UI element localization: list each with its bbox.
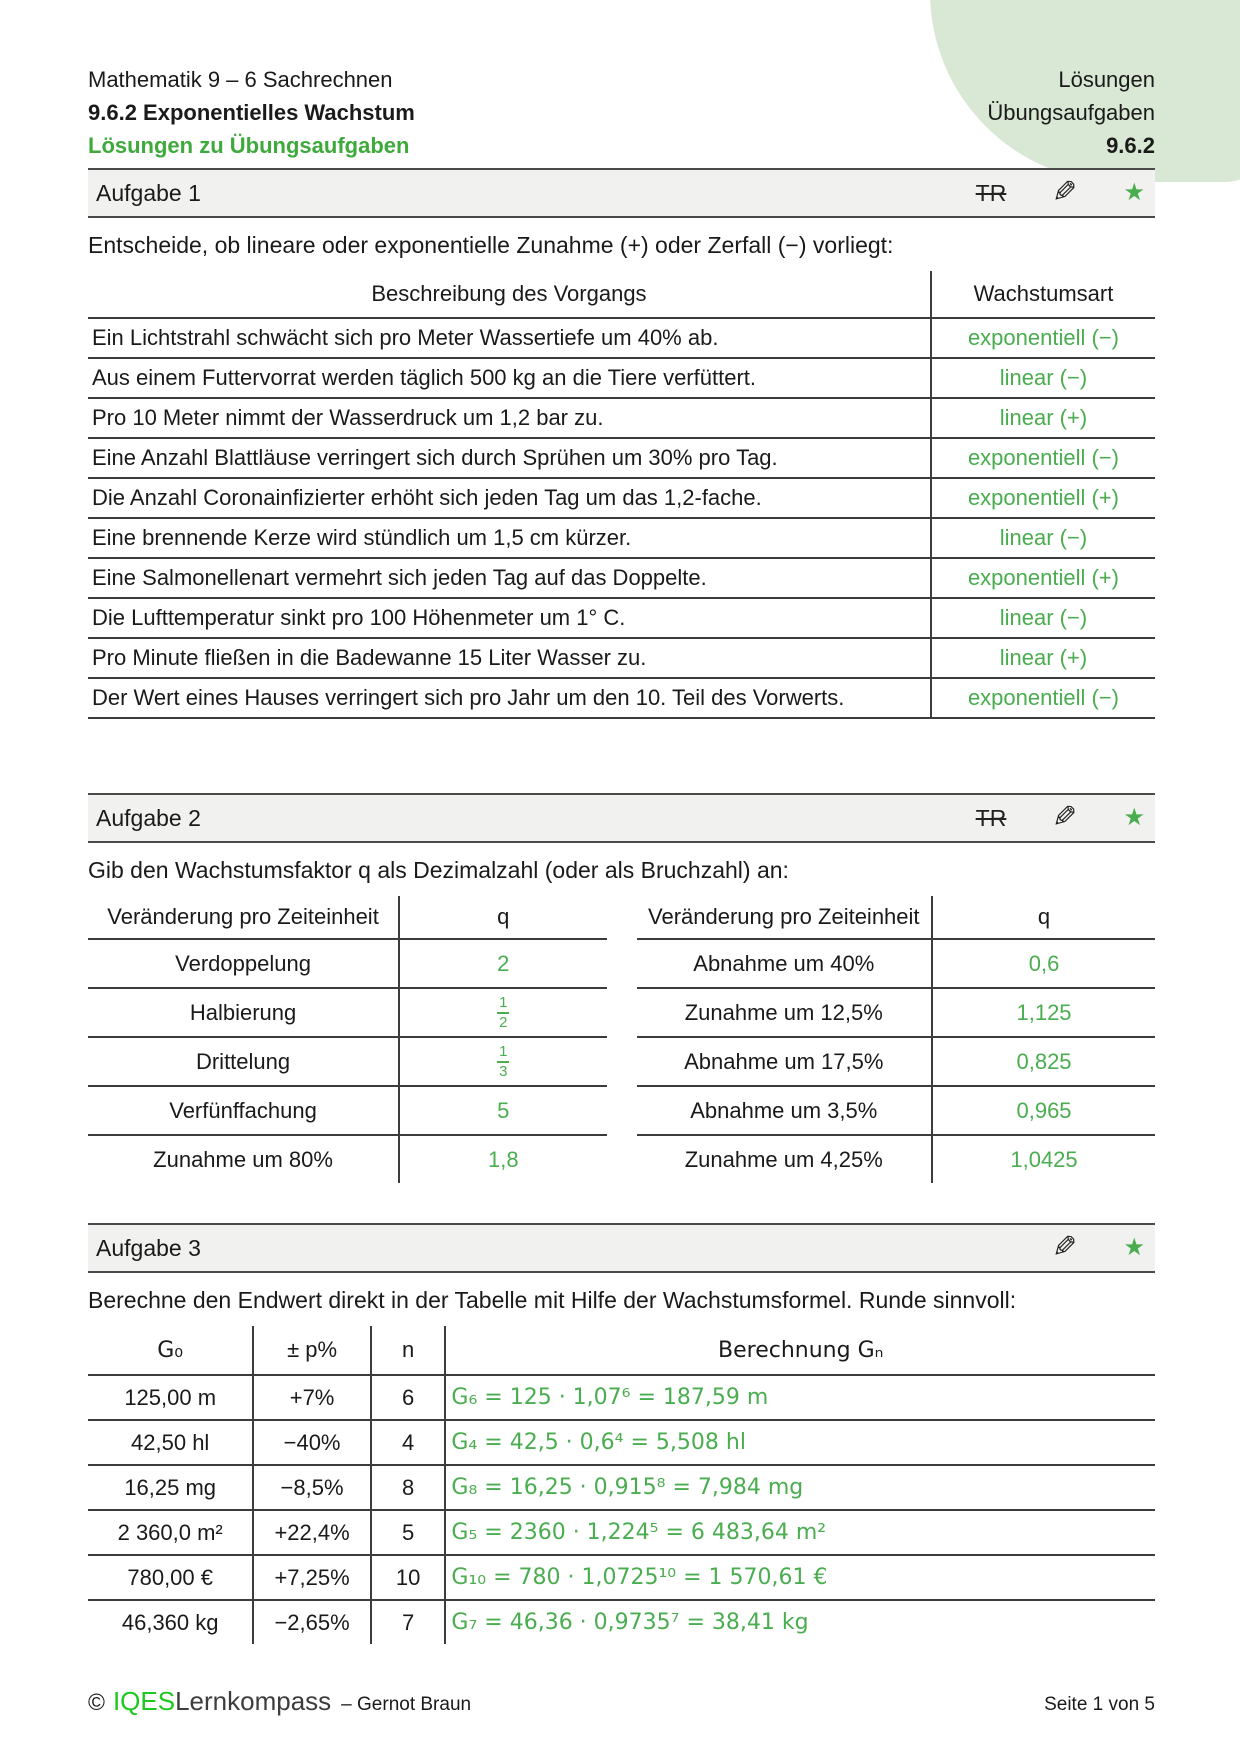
description-cell: Pro 10 Meter nimmt der Wasserdruck um 1,2 bar zu.	[88, 398, 931, 438]
fraction-value	[497, 994, 509, 1031]
table-row	[88, 1465, 1155, 1510]
n-cell: 8	[371, 1465, 446, 1510]
table-row	[88, 558, 1155, 598]
difficulty-star-icon: ★	[1123, 804, 1145, 831]
task1-instruction: Entscheide, ob lineare oder exponentielle Zunahme (+) oder Zerfall (−) vorliegt:	[88, 232, 894, 258]
g0-cell: 46,360 kg	[121, 1609, 219, 1635]
calculation-cell: G₆ = 125 · 1,07⁶ = 187,59 m	[445, 1375, 1155, 1420]
q-value-cell	[399, 988, 606, 1037]
chapter-title: 9.6.2 Exponentielles Wachstum	[88, 100, 415, 125]
growth-type-cell: linear (+)	[931, 398, 1155, 438]
header-right-line2: Übungsaufgaben	[987, 100, 1155, 125]
table-row	[637, 939, 1156, 988]
growth-type-cell: exponentiell (−)	[931, 678, 1155, 718]
calculation-cell: G₅ = 2360 · 1,224⁵ = 6 483,64 m²	[445, 1510, 1155, 1555]
calculator-not-allowed-icon: TR	[975, 804, 1007, 831]
growth-type-cell: linear (−)	[931, 598, 1155, 638]
author-name: – Gernot Braun	[341, 1694, 472, 1715]
calculation-cell: G₄ = 42,5 · 0,6⁴ = 5,508 hl	[445, 1420, 1155, 1465]
table-row	[637, 1037, 1156, 1086]
task2-icons	[976, 803, 1145, 833]
percent-cell: −40%	[253, 1420, 370, 1465]
g0-col-header: G₀	[88, 1326, 253, 1375]
fraction-numerator: 1	[497, 1043, 509, 1062]
pencil-icon: ✎	[1052, 1231, 1078, 1264]
n-cell: 10	[371, 1555, 446, 1600]
pencil-icon: ✎	[1052, 801, 1078, 834]
task1-icons	[976, 178, 1145, 208]
growth-type-cell: exponentiell (+)	[931, 478, 1155, 518]
q-value-cell: 2	[399, 939, 606, 988]
calculation-cell: G₈ = 16,25 · 0,915⁸ = 7,984 mg	[445, 1465, 1155, 1510]
task2-left-header-row	[88, 896, 607, 939]
task3-icons	[1052, 1233, 1145, 1263]
n-col-header: n	[371, 1326, 446, 1375]
task3-instruction: Berechne den Endwert direkt in der Tabelle mit Hilfe der Wachstumsformel. Runde sinnvoll:	[88, 1287, 1017, 1313]
task3-title: Aufgabe 3	[96, 1234, 201, 1261]
fraction-numerator: 1	[497, 994, 509, 1013]
calculation-cell: G₇ = 46,36 · 0,9735⁷ = 38,41 kg	[445, 1600, 1155, 1644]
change-cell: Zunahme um 4,25%	[684, 1146, 883, 1172]
brand-iqes: IQES	[112, 1686, 176, 1716]
q-value-cell: 1,0425	[932, 1135, 1155, 1183]
change-cell: Verdoppelung	[88, 939, 399, 988]
calculation-col-header: Berechnung Gₙ	[445, 1326, 1155, 1375]
description-cell: Die Lufttemperatur sinkt pro 100 Höhenmeter um 1° C.	[88, 598, 931, 638]
g0-cell: 780,00 €	[88, 1555, 253, 1600]
difficulty-star-icon: ★	[1123, 1234, 1145, 1261]
table-row	[88, 1510, 1155, 1555]
n-cell: 7	[371, 1600, 446, 1644]
table-row	[88, 1420, 1155, 1465]
g0-cell: 125,00 m	[88, 1375, 253, 1420]
change-cell: Zunahme um 80%	[153, 1146, 333, 1172]
change-cell: Abnahme um 3,5%	[637, 1086, 933, 1135]
description-cell: Eine Anzahl Blattläuse verringert sich durch Sprühen um 30% pro Tag.	[88, 438, 931, 478]
calculation-cell: G₁₀ = 780 · 1,0725¹⁰ = 1 570,61 €	[445, 1555, 1155, 1600]
table-row	[88, 678, 1155, 718]
table-row	[88, 438, 1155, 478]
task1-header-row	[88, 271, 1155, 318]
table-row	[88, 358, 1155, 398]
copyright-icon: ©	[88, 1689, 105, 1715]
fraction-denominator: 2	[499, 1013, 508, 1031]
footer-brand	[88, 1686, 471, 1717]
growth-type-cell: linear (−)	[931, 518, 1155, 558]
change-col-header: Veränderung pro Zeiteinheit	[637, 896, 933, 939]
table-row	[88, 988, 607, 1037]
table-row	[88, 638, 1155, 678]
pencil-icon: ✎	[1052, 176, 1078, 209]
task1-table	[88, 271, 1155, 719]
task3-header-row	[88, 1326, 1155, 1375]
table-row	[88, 318, 1155, 358]
task2-right-header-row	[637, 896, 1156, 939]
description-cell: Die Anzahl Coronainfizierter erhöht sich jeden Tag um das 1,2-fache.	[88, 478, 931, 518]
q-value-cell: 0,965	[932, 1086, 1155, 1135]
task2-title: Aufgabe 2	[96, 804, 201, 831]
page-footer	[88, 1686, 1155, 1717]
change-col-header: Veränderung pro Zeiteinheit	[88, 896, 399, 939]
q-col-header: q	[932, 896, 1155, 939]
task1-title: Aufgabe 1	[96, 179, 201, 206]
header-right-chapter-number: 9.6.2	[1106, 133, 1155, 158]
task1-header-bar	[88, 168, 1155, 218]
calculator-not-allowed-icon: TR	[975, 179, 1007, 206]
q-value-cell: 0,6	[932, 939, 1155, 988]
table-row	[637, 988, 1156, 1037]
growth-type-cell: exponentiell (−)	[931, 438, 1155, 478]
difficulty-star-icon: ★	[1123, 179, 1145, 206]
percent-cell: −8,5%	[253, 1465, 370, 1510]
description-cell: Der Wert eines Hauses verringert sich pro Jahr um den 10. Teil des Vorwerts.	[88, 678, 931, 718]
growth-type-cell: linear (+)	[931, 638, 1155, 678]
percent-cell: −2,65%	[253, 1600, 370, 1644]
percent-cell: +7%	[253, 1375, 370, 1420]
table-row	[88, 1375, 1155, 1420]
fraction-value	[497, 1043, 509, 1080]
table-row	[637, 1086, 1156, 1135]
change-cell: Zunahme um 12,5%	[637, 988, 933, 1037]
task1-col-growthtype: Wachstumsart	[931, 271, 1155, 318]
sheet-type: Lösungen zu Übungsaufgaben	[88, 133, 410, 158]
q-value-cell	[399, 1037, 606, 1086]
percent-cell: +22,4%	[253, 1510, 370, 1555]
table-row	[637, 1135, 1156, 1183]
q-value-cell: 1,125	[932, 988, 1155, 1037]
n-cell: 5	[371, 1510, 446, 1555]
description-cell: Eine brennende Kerze wird stündlich um 1,5 cm kürzer.	[88, 518, 931, 558]
page-number: Seite 1 von 5	[1044, 1694, 1155, 1715]
description-cell: Ein Lichtstrahl schwächt sich pro Meter Wassertiefe um 40% ab.	[88, 318, 931, 358]
task2-tables	[88, 896, 1155, 1183]
change-cell: Abnahme um 17,5%	[637, 1037, 933, 1086]
description-cell: Eine Salmonellenart vermehrt sich jeden Tag auf das Doppelte.	[88, 558, 931, 598]
fraction-denominator: 3	[499, 1062, 508, 1080]
change-cell: Halbierung	[88, 988, 399, 1037]
change-cell: Drittelung	[88, 1037, 399, 1086]
table-row	[88, 398, 1155, 438]
header-right-line1: Lösungen	[1058, 67, 1155, 92]
percent-col-header: ± p%	[253, 1326, 370, 1375]
table-row	[88, 518, 1155, 558]
growth-type-cell: linear (−)	[931, 358, 1155, 398]
change-cell: Abnahme um 40%	[637, 939, 933, 988]
q-value-cell: 5	[399, 1086, 606, 1135]
change-cell: Verfünffachung	[88, 1086, 399, 1135]
growth-type-cell: exponentiell (+)	[931, 558, 1155, 598]
task3-table	[88, 1326, 1155, 1644]
percent-cell: +7,25%	[253, 1555, 370, 1600]
brand-lernkompass: Lernkompass	[175, 1686, 332, 1716]
description-cell: Pro Minute fließen in die Badewanne 15 Liter Wasser zu.	[88, 638, 931, 678]
task2-instruction: Gib den Wachstumsfaktor q als Dezimalzahl (oder als Bruchzahl) an:	[88, 857, 789, 883]
g0-cell: 2 360,0 m²	[88, 1510, 253, 1555]
task2-header-bar	[88, 793, 1155, 843]
description-cell: Aus einem Futtervorrat werden täglich 500 kg an die Tiere verfüttert.	[88, 358, 931, 398]
n-cell: 4	[371, 1420, 446, 1465]
page-content	[88, 0, 1155, 1644]
table-row	[88, 939, 607, 988]
g0-cell: 42,50 hl	[88, 1420, 253, 1465]
table-row	[88, 1086, 607, 1135]
q-value-cell: 0,825	[932, 1037, 1155, 1086]
q-value-cell: 1,8	[399, 1135, 606, 1183]
task2-left-table	[88, 896, 607, 1183]
task1-col-description: Beschreibung des Vorgangs	[88, 271, 931, 318]
table-row	[88, 598, 1155, 638]
table-row	[88, 1135, 607, 1183]
table-row	[88, 1037, 607, 1086]
growth-type-cell: exponentiell (−)	[931, 318, 1155, 358]
task2-right-table	[637, 896, 1156, 1183]
table-row	[88, 478, 1155, 518]
table-row	[88, 1555, 1155, 1600]
q-col-header: q	[399, 896, 606, 939]
task3-header-bar	[88, 1223, 1155, 1273]
course-title: Mathematik 9 – 6 Sachrechnen	[88, 67, 393, 92]
table-row	[88, 1600, 1155, 1644]
n-cell: 6	[371, 1375, 446, 1420]
g0-cell: 16,25 mg	[88, 1465, 253, 1510]
